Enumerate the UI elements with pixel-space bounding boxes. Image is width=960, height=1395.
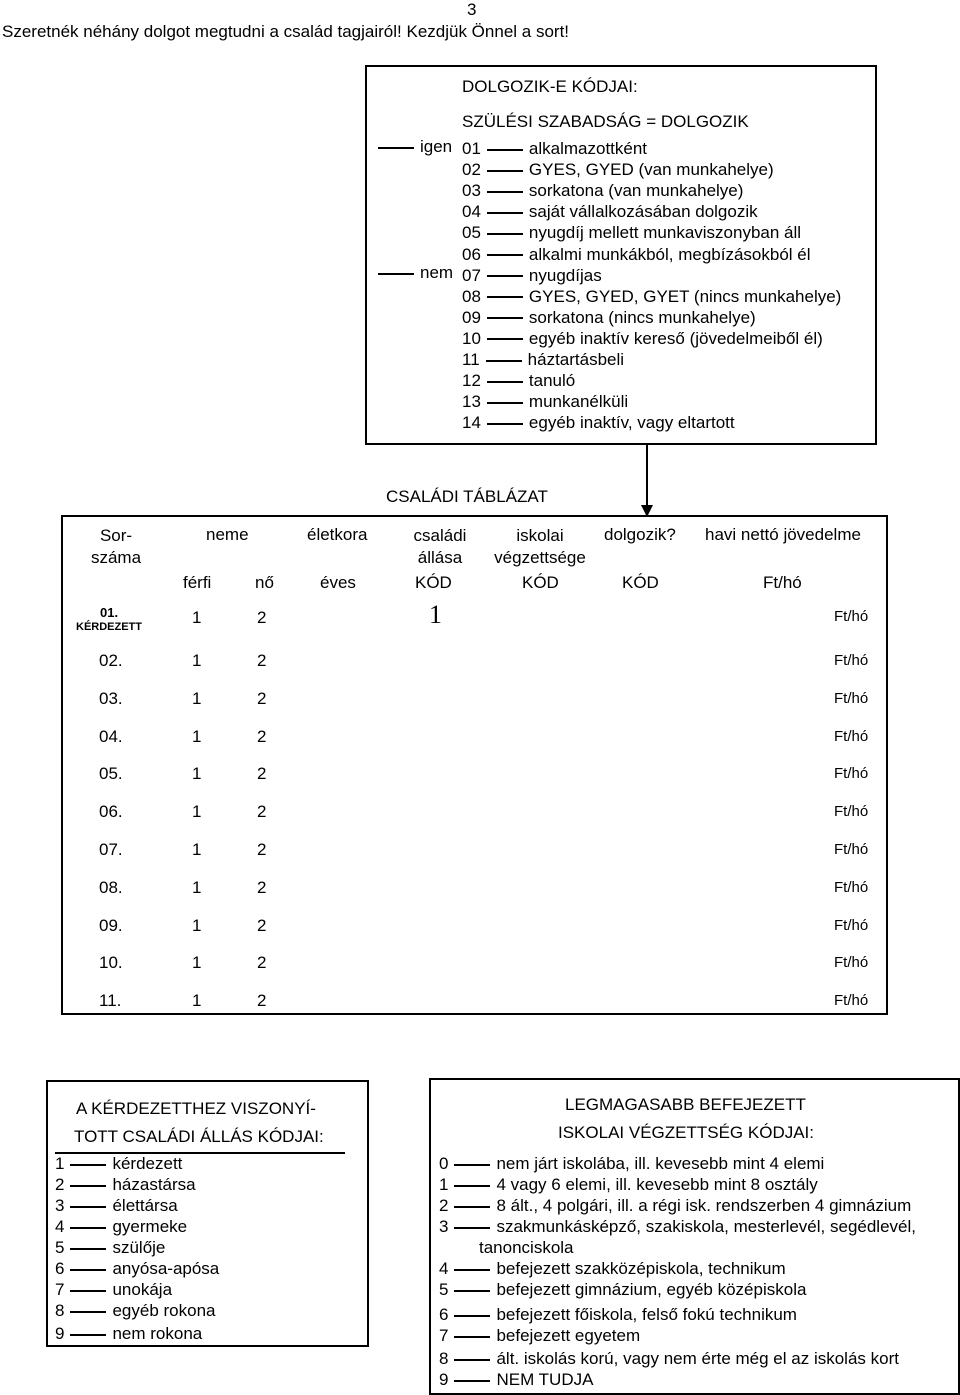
income-unit: Ft/hó bbox=[834, 841, 869, 858]
education-code-item bbox=[439, 1216, 916, 1237]
relation-code-item-code: 8 bbox=[55, 1301, 65, 1320]
sub-code-work: KÓD bbox=[622, 573, 659, 592]
relation-title-2: TOTT CSALÁDI ÁLLÁS KÓDJAI: bbox=[74, 1127, 324, 1146]
relation-code-item-code: 4 bbox=[55, 1217, 65, 1236]
education-code-item-code: 0 bbox=[439, 1154, 449, 1173]
no-marker bbox=[378, 263, 453, 283]
dash-icon bbox=[70, 1227, 106, 1229]
table-row-number: 11. bbox=[99, 991, 122, 1011]
work-code-item-code: 06 bbox=[462, 244, 481, 264]
work-code-item-label: tanuló bbox=[528, 371, 576, 391]
dash-icon bbox=[487, 402, 523, 404]
work-code-item bbox=[462, 349, 624, 370]
sex-option-2[interactable]: 2 bbox=[257, 688, 267, 708]
sex-option-1[interactable]: 1 bbox=[192, 877, 202, 897]
dash-icon bbox=[487, 170, 523, 172]
relation-code-item bbox=[55, 1237, 165, 1258]
education-code-item-code: 7 bbox=[439, 1326, 449, 1345]
work-code-item bbox=[462, 328, 823, 349]
work-code-item bbox=[462, 138, 647, 159]
work-code-item-label: nyugdíj mellett munkaviszonyban áll bbox=[528, 223, 802, 243]
income-unit: Ft/hó bbox=[834, 727, 869, 745]
education-code-item bbox=[439, 1258, 786, 1279]
income-unit: Ft/hó bbox=[834, 954, 869, 972]
income-unit: Ft/hó bbox=[834, 878, 869, 896]
work-code-item-label: sorkatona (van munkahelye) bbox=[528, 181, 744, 201]
dash-icon bbox=[70, 1311, 106, 1313]
income-unit: Ft/hó bbox=[834, 652, 869, 669]
work-code-item-label: saját vállalkozásában dolgozik bbox=[528, 202, 758, 222]
sex-option-1[interactable]: 1 bbox=[192, 802, 202, 822]
relation-code-item-code: 6 bbox=[55, 1259, 65, 1278]
education-codes-box bbox=[429, 1078, 960, 1395]
col-sex-header: neme bbox=[206, 525, 249, 544]
dash-icon bbox=[70, 1164, 106, 1166]
col-edu-header: iskolai végzettsége bbox=[494, 526, 586, 567]
education-code-item-label: szakmunkásképző, szakiskola, mesterlevél, segédlevél, bbox=[496, 1217, 916, 1236]
sex-option-2[interactable]: 2 bbox=[257, 764, 267, 784]
dash-icon bbox=[454, 1164, 490, 1166]
work-code-item bbox=[462, 265, 602, 286]
work-code-item bbox=[462, 244, 811, 265]
relation-code-item-label: gyermeke bbox=[112, 1217, 188, 1236]
work-code-item-label: nyugdíjas bbox=[528, 265, 602, 285]
dash-icon bbox=[487, 191, 523, 193]
sub-code-family: KÓD bbox=[415, 573, 452, 592]
dash-icon bbox=[70, 1290, 106, 1292]
work-code-item-code: 01 bbox=[462, 139, 481, 158]
sex-option-2[interactable]: 2 bbox=[257, 651, 267, 670]
income-unit: Ft/hó bbox=[834, 992, 869, 1010]
relation-code-item-code: 7 bbox=[55, 1280, 65, 1299]
relation-code-item-code: 3 bbox=[55, 1196, 65, 1215]
yes-marker bbox=[378, 137, 452, 157]
table-row-number: 02. bbox=[99, 651, 123, 670]
sex-option-1[interactable]: 1 bbox=[192, 651, 202, 670]
education-code-item-code: 4 bbox=[439, 1259, 449, 1278]
dash-icon bbox=[487, 317, 523, 319]
col-sor-header: Sor- száma bbox=[90, 526, 142, 567]
income-unit: Ft/hó bbox=[834, 608, 869, 625]
col-work-header: dolgozik? bbox=[604, 525, 676, 544]
relation-code-item-label: nem rokona bbox=[112, 1324, 203, 1343]
work-code-item-code: 11 bbox=[462, 350, 480, 369]
education-code-item-label: 8 ált., 4 polgári, ill. a régi isk. rendszerben 4 gimnázium bbox=[496, 1196, 912, 1215]
education-code-item bbox=[439, 1304, 797, 1325]
dash-icon bbox=[487, 296, 523, 298]
education-code-item bbox=[439, 1153, 824, 1174]
work-codes-subtitle: SZÜLÉSI SZABADSÁG = DOLGOZIK bbox=[462, 112, 749, 131]
relation-code-item bbox=[55, 1279, 172, 1300]
dash-icon bbox=[454, 1315, 490, 1317]
relation-code-item bbox=[55, 1174, 196, 1195]
dash-icon bbox=[487, 381, 523, 383]
relation-code-item bbox=[55, 1216, 187, 1237]
work-code-item-label: egyéb inaktív, vagy eltartott bbox=[528, 413, 735, 433]
dash-icon bbox=[70, 1334, 106, 1336]
education-code-item-label: 4 vagy 6 elemi, ill. kevesebb mint 8 osztály bbox=[496, 1175, 818, 1194]
sex-option-1[interactable]: 1 bbox=[192, 840, 202, 859]
work-codes-title: DOLGOZIK-E KÓDJAI: bbox=[462, 77, 638, 96]
table-row-number: 06. bbox=[99, 802, 123, 822]
family-code-value: 1 bbox=[429, 600, 442, 629]
dash-icon bbox=[487, 275, 523, 277]
no-label: nem bbox=[420, 263, 454, 282]
dash-icon bbox=[454, 1227, 490, 1229]
income-unit: Ft/hó bbox=[834, 765, 869, 783]
income-unit: Ft/hó bbox=[834, 916, 869, 934]
work-code-item-code: 07 bbox=[462, 265, 481, 285]
education-code-item bbox=[439, 1279, 806, 1300]
col-family-header: családi állása bbox=[413, 526, 467, 567]
family-table bbox=[61, 515, 888, 1015]
education-code-item-code: 1 bbox=[439, 1175, 449, 1194]
work-code-item-label: GYES, GYED (van munkahelye) bbox=[528, 160, 774, 180]
relation-code-item-code: 9 bbox=[55, 1324, 65, 1343]
sex-option-2[interactable]: 2 bbox=[257, 953, 267, 973]
table-row-number: 08. bbox=[99, 877, 123, 897]
dash-icon bbox=[70, 1185, 106, 1187]
education-code-item-code: 2 bbox=[439, 1196, 449, 1215]
dash-icon bbox=[487, 423, 523, 425]
dash-icon bbox=[454, 1290, 490, 1292]
relation-code-item bbox=[55, 1153, 182, 1174]
table-row-number: 03. bbox=[99, 688, 123, 708]
work-code-item bbox=[462, 201, 758, 222]
dash-icon bbox=[454, 1206, 490, 1208]
work-code-item bbox=[462, 180, 743, 201]
dash-icon bbox=[487, 338, 523, 340]
sub-female: nő bbox=[255, 573, 274, 592]
intro-text: Szeretnék néhány dolgot megtudni a család tagjairól! Kezdjük Önnel a sort! bbox=[2, 22, 570, 41]
sub-unit: Ft/hó bbox=[763, 573, 802, 592]
relation-code-item-code: 1 bbox=[55, 1154, 65, 1173]
dash-icon bbox=[454, 1336, 490, 1338]
sex-option-1[interactable]: 1 bbox=[192, 764, 202, 784]
sex-option-1[interactable]: 1 bbox=[192, 688, 202, 708]
relation-code-item-label: anyósa-apósa bbox=[112, 1259, 220, 1278]
income-unit: Ft/hó bbox=[834, 803, 869, 821]
dash-icon bbox=[70, 1248, 106, 1250]
sex-option-1[interactable]: 1 bbox=[192, 991, 202, 1011]
work-code-item-code: 12 bbox=[462, 371, 481, 391]
respondent-label: KÉRDEZETT bbox=[76, 621, 142, 633]
dash-icon bbox=[487, 149, 523, 151]
dash-icon bbox=[487, 254, 523, 256]
relation-code-item-label: szülője bbox=[112, 1238, 166, 1257]
relation-code-item-code: 5 bbox=[55, 1238, 65, 1257]
relation-code-item-label: házastársa bbox=[112, 1175, 196, 1194]
work-code-item-code: 05 bbox=[462, 223, 481, 243]
sub-code-edu: KÓD bbox=[522, 573, 559, 592]
education-code-item bbox=[439, 1195, 911, 1216]
col-age-header: életkora bbox=[307, 525, 368, 544]
work-code-item bbox=[462, 222, 801, 243]
dash-icon bbox=[486, 360, 522, 362]
dash-icon bbox=[454, 1185, 490, 1187]
dash-icon bbox=[454, 1269, 490, 1271]
relation-code-item bbox=[55, 1195, 178, 1216]
sex-option-2[interactable]: 2 bbox=[257, 802, 267, 822]
sex-option-1[interactable]: 1 bbox=[192, 915, 202, 935]
sex-option-2[interactable]: 2 bbox=[257, 991, 267, 1011]
family-table-title: CSALÁDI TÁBLÁZAT bbox=[386, 487, 548, 506]
relation-code-item-label: unokája bbox=[112, 1280, 173, 1299]
education-code-item-cont: tanonciskola bbox=[479, 1238, 574, 1257]
education-code-item-label: NEM TUDJA bbox=[496, 1370, 594, 1389]
dash-icon bbox=[487, 233, 523, 235]
education-code-item-label: nem járt iskolába, ill. kevesebb mint 4 elemi bbox=[496, 1154, 825, 1173]
education-code-item-label: befejezett főiskola, felső fokú technikum bbox=[496, 1305, 797, 1324]
work-code-item-code: 04 bbox=[462, 202, 481, 222]
education-code-item-label: ált. iskolás korú, vagy nem érte még el az iskolás kort bbox=[496, 1349, 899, 1368]
work-code-item bbox=[462, 370, 575, 391]
education-code-item-label: befejezett szakközépiskola, technikum bbox=[496, 1259, 786, 1278]
education-code-item-code: 9 bbox=[439, 1370, 449, 1389]
sex-option-2[interactable]: 2 bbox=[257, 726, 267, 746]
relation-code-item bbox=[55, 1258, 219, 1279]
work-code-item-label: alkalmazottként bbox=[528, 139, 648, 158]
sex-option-2[interactable]: 2 bbox=[257, 608, 267, 627]
education-code-item bbox=[439, 1325, 640, 1346]
education-code-item-code: 8 bbox=[439, 1349, 449, 1368]
work-code-item-code: 02 bbox=[462, 160, 481, 180]
work-code-item-code: 09 bbox=[462, 307, 481, 327]
relation-code-item-code: 2 bbox=[55, 1175, 65, 1194]
table-row-number: 10. bbox=[99, 953, 123, 973]
sex-option-1[interactable]: 1 bbox=[192, 608, 202, 627]
income-unit: Ft/hó bbox=[834, 689, 869, 707]
education-title-2: ISKOLAI VÉGZETTSÉG KÓDJAI: bbox=[558, 1123, 815, 1142]
education-code-item-code: 6 bbox=[439, 1305, 449, 1324]
work-code-item-code: 08 bbox=[462, 286, 481, 306]
table-row-number: 05. bbox=[99, 764, 123, 784]
sex-option-2[interactable]: 2 bbox=[257, 915, 267, 935]
work-code-item-code: 03 bbox=[462, 181, 481, 201]
table-row-number: 04. bbox=[99, 726, 123, 746]
col-income-header: havi nettó jövedelme bbox=[705, 525, 861, 544]
work-code-item bbox=[462, 159, 774, 180]
sex-option-2[interactable]: 2 bbox=[257, 840, 267, 859]
dash-icon bbox=[454, 1359, 490, 1361]
work-code-item-code: 13 bbox=[462, 392, 481, 412]
education-title-1: LEGMAGASABB BEFEJEZETT bbox=[565, 1095, 806, 1114]
education-code-item-code: 3 bbox=[439, 1217, 449, 1236]
sub-years: éves bbox=[320, 573, 356, 592]
relation-code-item-label: egyéb rokona bbox=[112, 1301, 216, 1320]
table-row-01: 01. bbox=[100, 605, 119, 620]
work-code-item bbox=[462, 391, 628, 412]
dash-icon bbox=[70, 1269, 106, 1271]
sex-option-1[interactable]: 1 bbox=[192, 726, 202, 746]
work-code-item-label: egyéb inaktív kereső (jövedelmeiből él) bbox=[528, 328, 823, 348]
education-code-item-label: befejezett gimnázium, egyéb középiskola bbox=[496, 1280, 807, 1299]
sex-option-2[interactable]: 2 bbox=[257, 877, 267, 897]
relation-code-item bbox=[55, 1323, 202, 1344]
education-code-item bbox=[439, 1174, 818, 1195]
education-code-item bbox=[439, 1369, 593, 1390]
sex-option-1[interactable]: 1 bbox=[192, 953, 202, 973]
education-code-item bbox=[439, 1348, 899, 1369]
work-codes-box bbox=[365, 65, 877, 445]
table-row-number: 09. bbox=[99, 915, 123, 935]
work-code-item bbox=[462, 412, 735, 433]
relation-codes-box bbox=[46, 1080, 369, 1347]
table-row-number: 07. bbox=[99, 840, 123, 859]
education-code-item-label: befejezett egyetem bbox=[496, 1326, 641, 1345]
arrow-shaft bbox=[646, 445, 648, 507]
work-code-item-label: munkanélküli bbox=[528, 392, 629, 412]
work-code-item-label: sorkatona (nincs munkahelye) bbox=[528, 307, 756, 327]
work-code-item bbox=[462, 307, 756, 328]
relation-title-1: A KÉRDEZETTHEZ VISZONYÍ- bbox=[76, 1099, 316, 1118]
dash-icon bbox=[70, 1206, 106, 1208]
dash-icon bbox=[487, 212, 523, 214]
yes-label: igen bbox=[420, 137, 453, 156]
work-code-item-label: alkalmi munkákból, megbízásokból él bbox=[528, 244, 811, 264]
relation-code-item bbox=[55, 1300, 216, 1321]
work-code-item bbox=[462, 286, 841, 307]
page-number: 3 bbox=[467, 0, 477, 19]
work-code-item-code: 10 bbox=[462, 328, 481, 348]
work-code-item-label: háztartásbeli bbox=[527, 350, 625, 369]
sub-male: férfi bbox=[183, 573, 212, 592]
work-code-item-label: GYES, GYED, GYET (nincs munkahelye) bbox=[528, 286, 842, 306]
education-code-item-code: 5 bbox=[439, 1280, 449, 1299]
dash-icon bbox=[454, 1380, 490, 1382]
work-code-item-code: 14 bbox=[462, 413, 481, 433]
relation-code-item-label: élettársa bbox=[112, 1196, 178, 1215]
relation-code-item-label: kérdezett bbox=[112, 1154, 183, 1173]
